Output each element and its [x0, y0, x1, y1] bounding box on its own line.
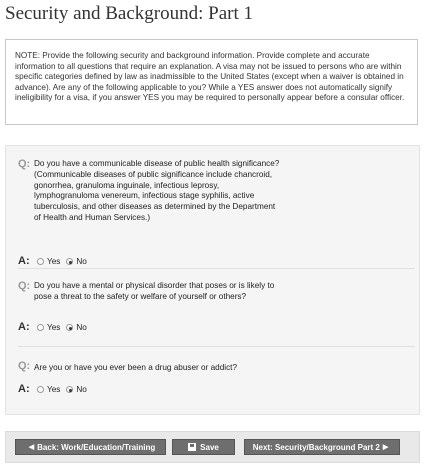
next-button-label: Next: Security/Background Part 2: [252, 442, 380, 452]
question-text: Are you or have you ever been a drug abuser or addict?: [34, 363, 237, 372]
note-box: [5, 39, 418, 125]
radio-yes[interactable]: [37, 257, 60, 266]
radio-button-selected[interactable]: [66, 258, 73, 265]
radio-button-selected[interactable]: [66, 386, 73, 393]
note-text: NOTE: Provide the following security and background information. Provide complete and accurate information to all questions that require an explanation. A visa may not be issued to persons who are within specific categories defined by law as inadmissible to the United States (except when a waiver is obtained in advance). Are any of the following applicable to you? While a YES answer does not automatically signify ineligibility for a visa, if you answer YES you may be required to personally appear before a consular officer.: [15, 51, 405, 103]
back-button-label: Back: Work/Education/Training: [37, 442, 156, 452]
navigation-bar: [5, 431, 420, 463]
radio-yes-label: Yes: [47, 385, 61, 394]
question-label: Q:: [18, 280, 31, 292]
radio-yes-label: Yes: [47, 257, 61, 266]
radio-no[interactable]: [66, 385, 86, 394]
radio-no[interactable]: [66, 323, 86, 332]
answer-options: [37, 385, 93, 394]
questions-panel: [5, 145, 420, 415]
answer-label: A:: [18, 255, 30, 267]
question-text: Do you have a mental or physical disorder that poses or is likely to pose a threat to the safety or welfare of yourself or others?: [34, 281, 275, 301]
save-button[interactable]: [172, 439, 235, 455]
radio-no[interactable]: [66, 257, 86, 266]
question-label: Q:: [18, 360, 31, 372]
divider: [18, 268, 415, 269]
chevron-left-icon: ◀: [28, 444, 35, 451]
radio-button[interactable]: [37, 386, 44, 393]
radio-no-label: No: [76, 323, 87, 332]
radio-no-label: No: [76, 257, 87, 266]
radio-yes[interactable]: [37, 385, 60, 394]
answer-options: [37, 257, 93, 266]
answer-label: A:: [18, 383, 30, 395]
question-text: Do you have a communicable disease of public health significance? (Communicable diseases of public significance include chancroid, gonorrhea, granuloma inguinale, infectious leprosy, lymphogranuloma venereum, infectious stage syphilis, active tuberculosis, and other diseases as determined by the Department of Health and Human Services.): [34, 159, 280, 222]
back-button[interactable]: [15, 439, 166, 455]
divider: [18, 346, 415, 347]
radio-button[interactable]: [37, 324, 44, 331]
radio-yes[interactable]: [37, 323, 60, 332]
chevron-right-icon: ▶: [382, 444, 389, 451]
answer-options: [37, 323, 93, 332]
radio-yes-label: Yes: [47, 323, 61, 332]
answer-label: A:: [18, 321, 30, 333]
next-button[interactable]: [244, 439, 400, 455]
radio-button-selected[interactable]: [66, 324, 73, 331]
radio-no-label: No: [76, 385, 87, 394]
radio-button[interactable]: [37, 258, 44, 265]
page-title: Security and Background: Part 1: [5, 3, 254, 24]
save-button-label: Save: [200, 442, 219, 452]
question-label: Q:: [18, 158, 31, 170]
save-icon: [188, 443, 196, 451]
